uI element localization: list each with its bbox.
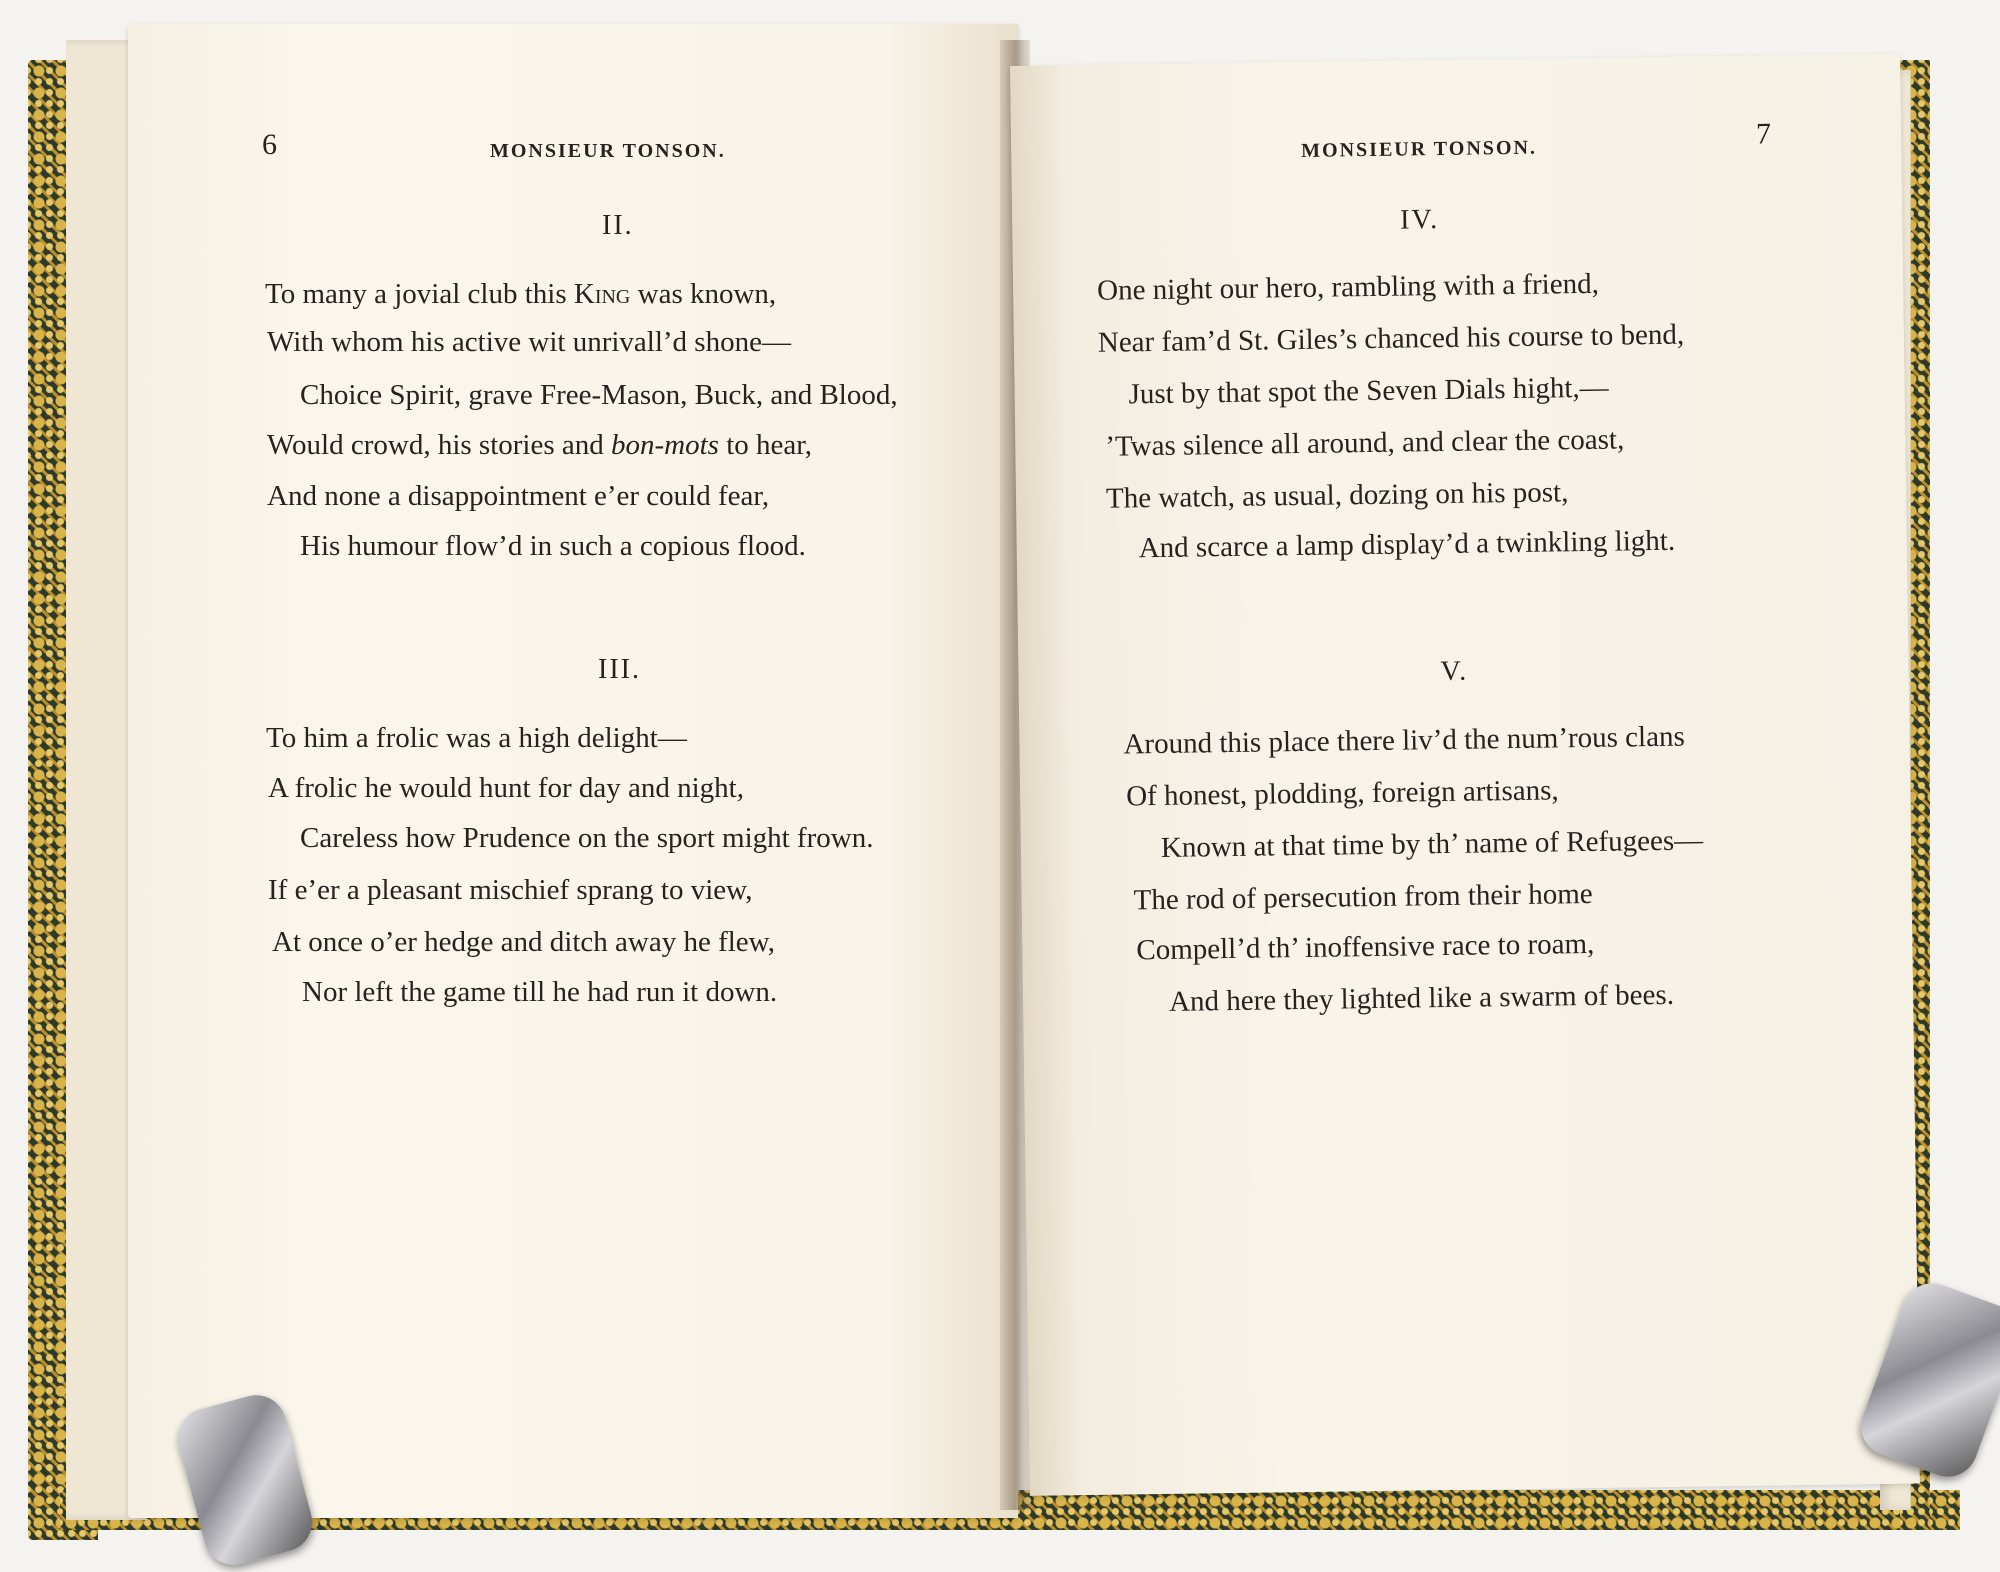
verse-line: And scarce a lamp display’d a twinkling light. bbox=[1138, 524, 1676, 565]
verse-line: At once o’er hedge and ditch away he flew, bbox=[272, 926, 775, 958]
page-number: 7 bbox=[1755, 117, 1772, 151]
verse-line: And none a disappointment e’er could fear, bbox=[267, 480, 770, 512]
verse-line: Near fam’d St. Giles’s chanced his course to bend, bbox=[1097, 318, 1685, 359]
stanza-number: III. bbox=[598, 654, 641, 685]
verse-line: With whom his active wit unrivall’d shone— bbox=[267, 326, 791, 358]
stanza-number: II. bbox=[602, 210, 634, 241]
verse-line: ’Twas silence all around, and clear the coast, bbox=[1105, 423, 1625, 463]
running-head: MONSIEUR TONSON. bbox=[1301, 136, 1538, 162]
verse-line: His humour flow’d in such a copious flood. bbox=[300, 530, 806, 562]
verse-line: The rod of persecution from their home bbox=[1133, 877, 1593, 917]
verse-line: One night our hero, rambling with a friend, bbox=[1096, 267, 1600, 307]
verse-line: To many a jovial club this King was known, bbox=[265, 278, 777, 310]
verse-line: Around this place there liv’d the num’rous clans bbox=[1123, 720, 1685, 761]
verse-line: The watch, as usual, dozing on his post, bbox=[1105, 476, 1569, 515]
left-page bbox=[128, 24, 1018, 1518]
verse-line: Compell’d th’ inoffensive race to roam, bbox=[1136, 927, 1595, 967]
verse-line: And here they lighted like a swarm of bees. bbox=[1168, 978, 1675, 1018]
verse-line: Known at that time by th’ name of Refugees— bbox=[1160, 824, 1704, 864]
verse-line: Nor left the game till he had run it down. bbox=[302, 976, 778, 1008]
stanza-number: IV. bbox=[1399, 204, 1440, 236]
verse-line: To him a frolic was a high delight— bbox=[266, 722, 687, 754]
verse-line: A frolic he would hunt for day and night, bbox=[268, 772, 744, 804]
stanza-number: V. bbox=[1440, 655, 1469, 688]
page-number: 6 bbox=[262, 128, 277, 161]
verse-line: Careless how Prudence on the sport might frown. bbox=[300, 822, 874, 854]
verse-line: If e’er a pleasant mischief sprang to view, bbox=[268, 874, 753, 906]
running-head: MONSIEUR TONSON. bbox=[490, 140, 726, 162]
verse-line: Choice Spirit, grave Free-Mason, Buck, and Blood, bbox=[300, 379, 898, 411]
right-page bbox=[1010, 54, 1920, 1496]
verse-line: Of honest, plodding, foreign artisans, bbox=[1125, 774, 1559, 813]
verse-line: Just by that spot the Seven Dials hight,— bbox=[1128, 371, 1609, 411]
verse-line: Would crowd, his stories and bon-mots to hear, bbox=[267, 429, 813, 461]
